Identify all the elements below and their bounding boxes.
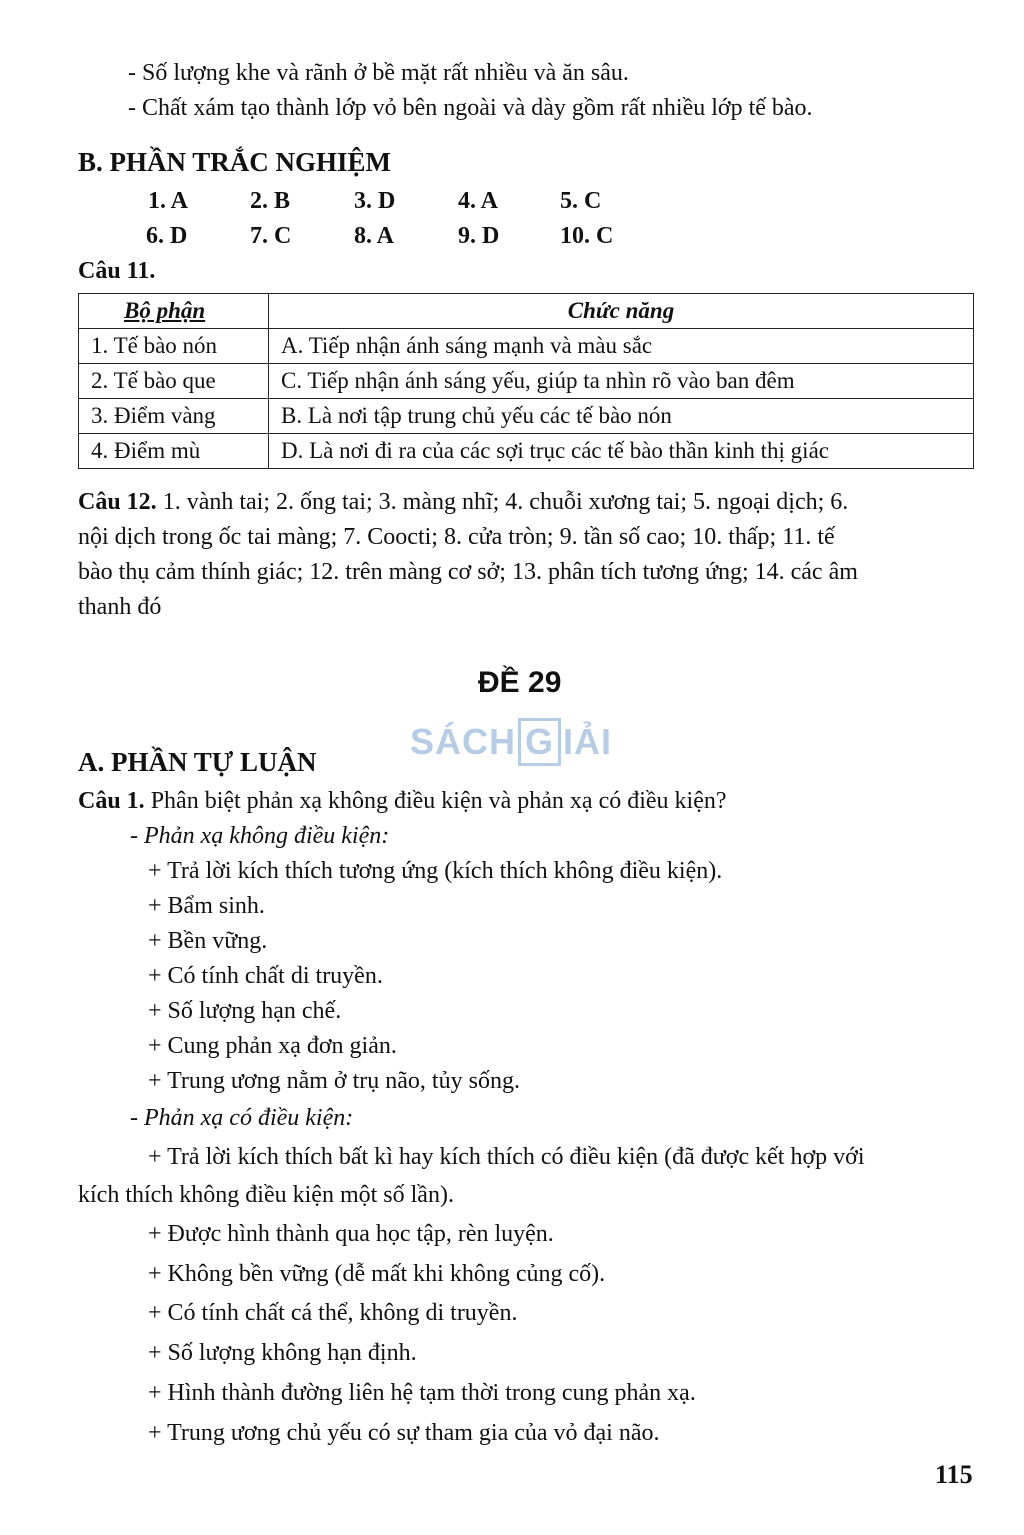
watermark-part-3: IẢI [563,721,613,762]
pxkdk-item: + Bẩm sinh. [148,893,265,919]
pxkdk-item: + Có tính chất di truyền. [148,963,383,989]
table-cell: 3. Điểm vàng [79,399,269,434]
pxcdk-item: + Trung ương chủ yếu có sự tham gia của vỏ đại não. [148,1420,660,1446]
answer-7: 7. C [250,223,292,249]
answer-1: 1. A [148,188,189,214]
table-header-bo-phan: Bộ phận [79,294,269,329]
cau12-line-3: bào thụ cảm thính giác; 12. trên màng cơ sở; 13. phân tích tương ứng; 14. các âm [78,559,858,585]
pxkdk-item: + Số lượng hạn chế. [148,998,342,1024]
page-number: 115 [935,1460,973,1489]
watermark-part-2: G [518,718,561,766]
table-cell: D. Là nơi đi ra của các sợi trục các tế bào thần kinh thị giác [269,434,974,469]
pxkdk-item: + Trung ương nằm ở trụ não, tủy sống. [148,1068,520,1094]
answer-6: 6. D [146,223,188,249]
table-cell: 4. Điểm mù [79,434,269,469]
intro-line-2: - Chất xám tạo thành lớp vỏ bên ngoài và dày gồm rất nhiều lớp tế bào. [128,95,813,121]
pxcdk-item: + Không bền vững (dễ mất khi không củng cố). [148,1261,606,1287]
table-row [79,329,974,364]
pxcdk-item-first: + Trả lời kích thích bất kì hay kích thích có điều kiện (đã được kết hợp với [148,1144,865,1170]
cau1-line [78,786,727,816]
pxkdk-item: + Bền vững. [148,928,268,954]
table-header-row [79,294,974,329]
de-title: ĐỀ 29 [478,666,562,699]
section-a-title: A. PHẦN TỰ LUẬN [78,747,317,777]
table-row [79,434,974,469]
pxkdk-title: - Phản xạ không điều kiện: [130,823,390,849]
cau11-label: Câu 11. [78,258,156,284]
cau12-line-4: thanh đó [78,594,162,620]
table-row [79,399,974,434]
pxcdk-item: + Có tính chất cá thể, không di truyền. [148,1300,518,1326]
pxkdk-item: + Trả lời kích thích tương ứng (kích thích không điều kiện). [148,858,723,884]
table-row [79,364,974,399]
cau11-table [78,293,974,469]
pxcdk-title: - Phản xạ có điều kiện: [130,1105,354,1131]
watermark-part-1: SÁCH [410,721,517,762]
cau12-line-1 [78,487,848,517]
table-cell: C. Tiếp nhận ánh sáng yếu, giúp ta nhìn rõ vào ban đêm [269,364,974,399]
table-cell: 1. Tế bào nón [79,329,269,364]
table-cell: 2. Tế bào que [79,364,269,399]
pxcdk-item-first-cont: kích thích không điều kiện một số lần). [78,1182,454,1208]
cau12-text-1: 1. vành tai; 2. ống tai; 3. màng nhĩ; 4. chuỗi xương tai; 5. ngoại dịch; 6. [156,489,849,515]
answer-8: 8. A [354,223,395,249]
answer-10: 10. C [560,223,614,249]
cau12-line-2: nội dịch trong ốc tai màng; 7. Coocti; 8. cửa tròn; 9. tần số cao; 10. thấp; 11. tế [78,524,835,550]
intro-line-1: - Số lượng khe và rãnh ở bề mặt rất nhiều và ăn sâu. [128,60,629,86]
answer-3: 3. D [354,188,396,214]
pxcdk-item: + Được hình thành qua học tập, rèn luyện. [148,1221,554,1247]
answer-4: 4. A [458,188,499,214]
watermark-logo [410,718,612,766]
answer-5: 5. C [560,188,602,214]
cau12-label: Câu 12. [78,489,157,515]
cau1-question: Phân biệt phản xạ không điều kiện và phản xạ có điều kiện? [144,788,727,814]
pxcdk-item: + Hình thành đường liên hệ tạm thời trong cung phản xạ. [148,1380,696,1406]
pxkdk-item: + Cung phản xạ đơn giản. [148,1033,397,1059]
pxcdk-item: + Số lượng không hạn định. [148,1340,417,1366]
answer-2: 2. B [250,188,291,214]
table-header-chuc-nang: Chức năng [269,294,974,329]
cau1-label: Câu 1. [78,788,145,814]
table-cell: A. Tiếp nhận ánh sáng mạnh và màu sắc [269,329,974,364]
table-cell: B. Là nơi tập trung chủ yếu các tế bào nón [269,399,974,434]
answer-9: 9. D [458,223,500,249]
section-b-title: B. PHẦN TRẮC NGHIỆM [78,147,392,177]
